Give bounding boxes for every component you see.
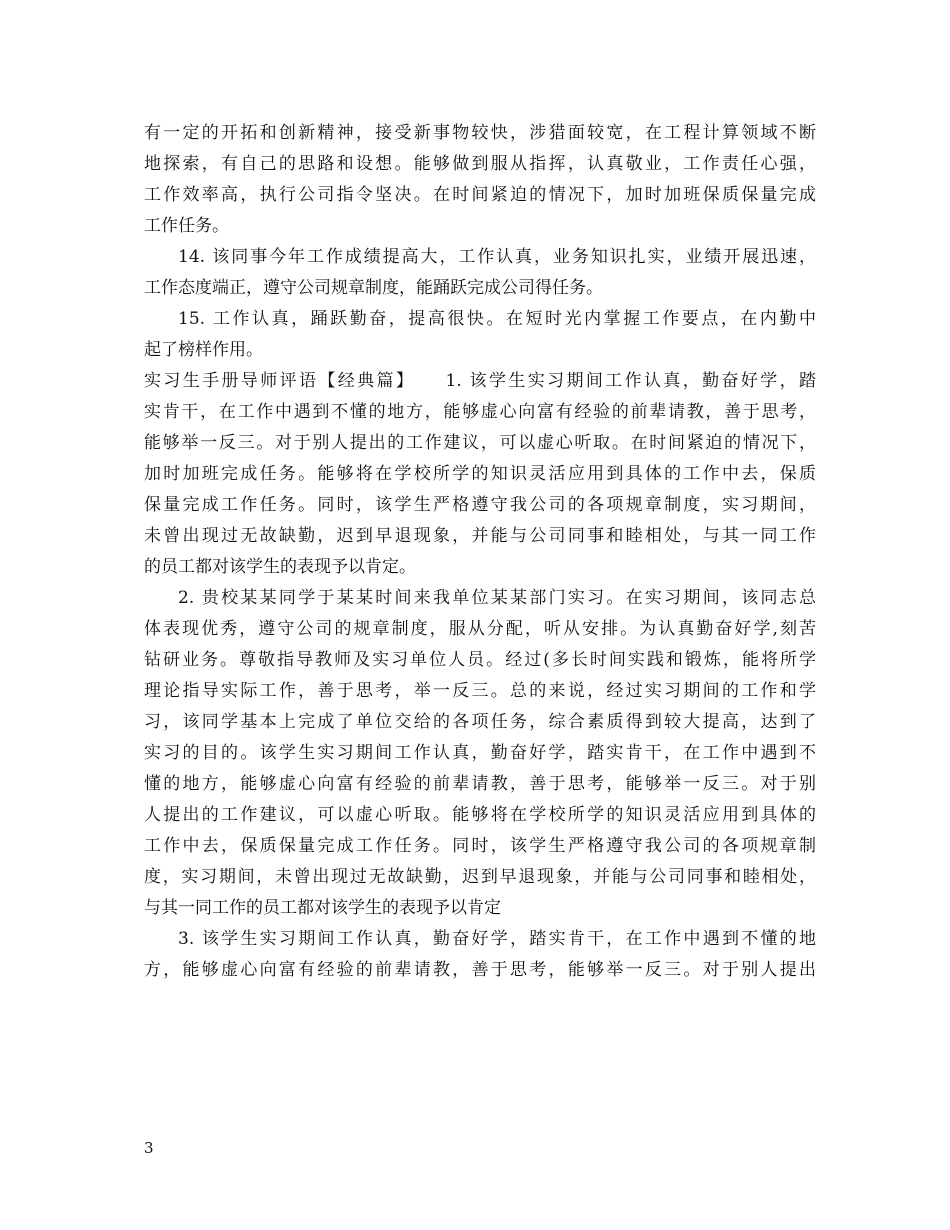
text-line: 工作效率高，执行公司指令坚决。在时间紧迫的情况下，加时加班保质保量完成: [144, 185, 816, 205]
text-line: 14. 该同事今年工作成绩提高大，工作认真，业务知识扎实，业绩开展迅速，: [178, 247, 816, 267]
text-line: 体表现优秀，遵守公司的规章制度，服从分配，听从安排。为认真勤奋好学,刻苦: [144, 619, 816, 639]
page-number: 3: [144, 1139, 154, 1157]
text-line: 理论指导实际工作，善于思考，举一反三。总的来说，经过实习期间的工作和学: [144, 681, 816, 701]
text-line: 人提出的工作建议，可以虚心听取。能够将在学校所学的知识灵活应用到具体的: [144, 805, 816, 825]
text-line: 加时加班完成任务。能够将在学校所学的知识灵活应用到具体的工作中去，保质: [144, 464, 816, 484]
text-line: 保量完成工作任务。同时，该学生严格遵守我公司的各项规章制度，实习期间，: [144, 495, 816, 515]
text-line: 工作任务。: [144, 216, 229, 236]
text-line: 工作态度端正，遵守公司规章制度，能踊跃完成公司得任务。: [144, 278, 603, 298]
text-line: 实习的目的。该学生实习期间工作认真，勤奋好学，踏实肯干，在工作中遇到不: [144, 743, 816, 763]
text-line: 2. 贵校某某同学于某某时间来我单位某某部门实习。在实习期间，该同志总: [178, 588, 816, 608]
text-line: 实肯干，在工作中遇到不懂的地方，能够虚心向富有经验的前辈请教，善于思考，: [144, 402, 816, 422]
text-line: 度，实习期间，未曾出现过无故缺勤，迟到早退现象，并能与公司同事和睦相处，: [144, 867, 816, 887]
text-line: 工作中去，保质保量完成工作任务。同时，该学生严格遵守我公司的各项规章制: [144, 836, 816, 856]
text-line: 习，该同学基本上完成了单位交给的各项任务，综合素质得到较大提高，达到了: [144, 712, 816, 732]
text-line: 有一定的开拓和创新精神，接受新事物较快，涉猎面较宽，在工程计算领域不断: [144, 123, 816, 143]
text-line: 的员工都对该学生的表现予以肯定。: [144, 557, 416, 577]
text-line: 未曾出现过无故缺勤，迟到早退现象，并能与公司同事和睦相处，与其一同工作: [144, 526, 816, 546]
text-line: 与其一同工作的员工都对该学生的表现予以肯定: [144, 898, 501, 918]
text-line: 方，能够虚心向富有经验的前辈请教，善于思考，能够举一反三。对于别人提出: [144, 960, 816, 980]
text-line: 地探索，有自己的思路和设想。能够做到服从指挥，认真敬业，工作责任心强，: [144, 154, 816, 174]
document-body: [144, 118, 816, 986]
text-line: 起了榜样作用。: [144, 340, 263, 360]
text-line: 钻研业务。尊敬指导教师及实习单位人员。经过(多长时间实践和锻炼，能将所学: [144, 650, 816, 670]
text-line: 懂的地方，能够虚心向富有经验的前辈请教，善于思考，能够举一反三。对于别: [144, 774, 816, 794]
text-line: 3. 该学生实习期间工作认真，勤奋好学，踏实肯干，在工作中遇到不懂的地: [178, 929, 816, 949]
text-line: 能够举一反三。对于别人提出的工作建议，可以虚心听取。在时间紧迫的情况下，: [144, 433, 816, 453]
text-line: 15. 工作认真，踊跃勤奋，提高很快。在短时光内掌握工作要点，在内勤中: [178, 309, 816, 329]
text-line: 实习生手册导师评语【经典篇】 1. 该学生实习期间工作认真，勤奋好学，踏: [144, 371, 816, 391]
